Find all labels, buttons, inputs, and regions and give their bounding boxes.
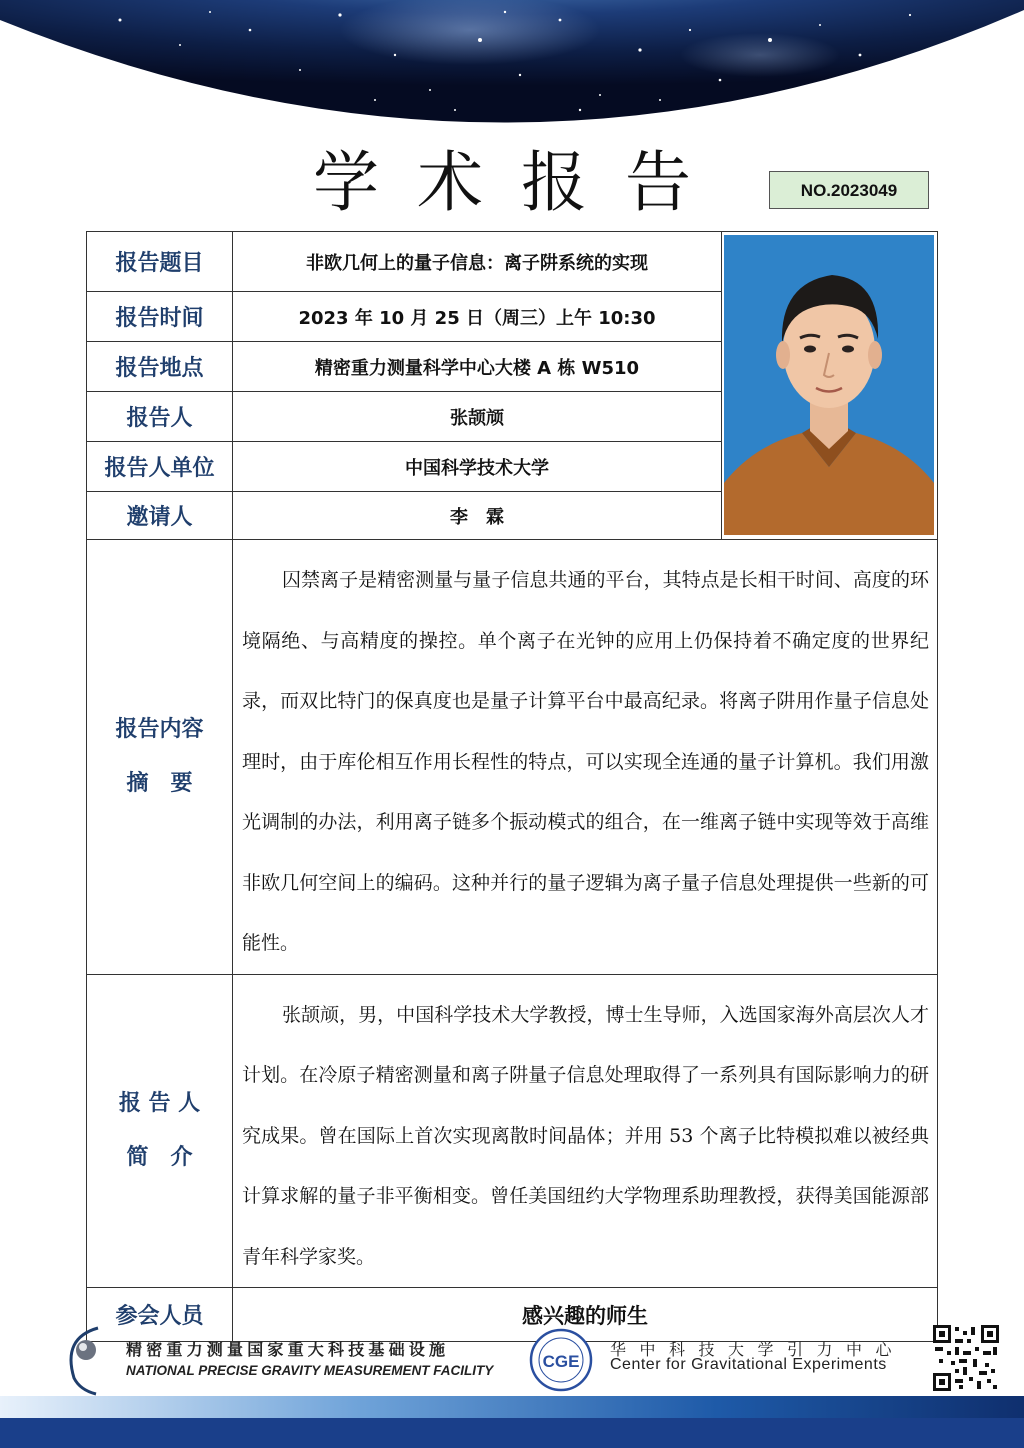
title-char: 学 xyxy=(313,144,417,221)
inviter-value: 李 霖 xyxy=(233,492,722,540)
abstract-text: 囚禁离子是精密测量与量子信息共通的平台，其特点是长相干时间、高度的环境隔绝、与高精度的操控。单个离子在光钟的应用上仍保持着不确定度的世界纪录，而双比特门的保真度也是量子计算平台中最高纪录。将离子阱用作量子信息处理时，由于库伦相互作用长程性的特点，可以实现全连通的量子计算机。我们用激光调制的办法，利用离子链多个振动模式的组合，在一维离子链中实现等效于高维非欧几何空间上的编码。这种并行的量子逻辑为离子量子信息处理提供一些新的可能性。 xyxy=(242,569,929,954)
title-char: 报 xyxy=(521,144,625,221)
abstract-label-line: 报告内容 xyxy=(115,716,204,742)
bio-label-line: 报 告 人 xyxy=(118,1090,201,1116)
speaker-affiliation-value: 中国科学技术大学 xyxy=(233,442,722,492)
bio-label xyxy=(87,974,233,1288)
row-label: 报告时间 xyxy=(87,292,233,342)
footer-bar xyxy=(0,1396,1024,1448)
cge-name-cn: 华中科技大学引力中心 xyxy=(610,1340,906,1359)
starfield-banner xyxy=(0,0,1024,135)
facility-logo-icon xyxy=(71,1328,98,1394)
speaker-photo xyxy=(724,235,934,535)
bio-cell xyxy=(233,974,938,1288)
row-label: 邀请人 xyxy=(87,492,233,540)
report-time-value: 2023 年 10 月 25 日（周三）上午 10:30 xyxy=(233,292,722,342)
table-row xyxy=(87,974,938,1288)
report-location-value: 精密重力测量科学中心大楼 A 栋 W510 xyxy=(233,342,722,392)
bio-text: 张颉颃，男，中国科学技术大学教授，博士生导师，入选国家海外高层次人才计划。在冷原子精密测量和离子阱量子信息处理取得了一系列具有国际影响力的研究成果。曾在国际上首次实现离散时间晶体；并用 53 个离子比特模拟难以被经典计算求解的量子非平衡相变。曾任美国纽约大学物理系助理教授，获得美国能源部青年科学家奖。 xyxy=(242,1003,929,1268)
abstract-label-line: 摘 要 xyxy=(126,770,193,796)
bio-label-line: 简 介 xyxy=(126,1144,193,1170)
row-label: 报告人单位 xyxy=(87,442,233,492)
table-row xyxy=(87,540,938,975)
facility-name-cn: 精密重力测量国家重大科技基础设施 xyxy=(126,1340,450,1359)
report-info-table xyxy=(86,231,938,1342)
row-label: 报告人 xyxy=(87,392,233,442)
title-char: 术 xyxy=(417,144,521,221)
abstract-label xyxy=(87,540,233,975)
row-label: 报告地点 xyxy=(87,342,233,392)
speaker-name-value: 张颉颃 xyxy=(233,392,722,442)
table-row xyxy=(87,232,938,292)
cge-logo-text: CGE xyxy=(542,1352,580,1371)
attendees-label: 参会人员 xyxy=(87,1288,233,1342)
report-title-value: 非欧几何上的量子信息：离子阱系统的实现 xyxy=(233,232,722,292)
facility-name-en: NATIONAL PRECISE GRAVITY MEASUREMENT FACILITY xyxy=(126,1363,494,1378)
row-label: 报告题目 xyxy=(87,232,233,292)
attendees-value: 感兴趣的师生 xyxy=(233,1288,938,1342)
photo-cell xyxy=(722,232,938,540)
qr-code-icon xyxy=(933,1325,999,1391)
report-number-badge: NO.2023049 xyxy=(769,171,929,209)
title-char: 告 xyxy=(625,144,729,221)
cge-name-en: Center for Gravitational Experiments xyxy=(610,1356,887,1373)
abstract-cell xyxy=(233,540,938,975)
